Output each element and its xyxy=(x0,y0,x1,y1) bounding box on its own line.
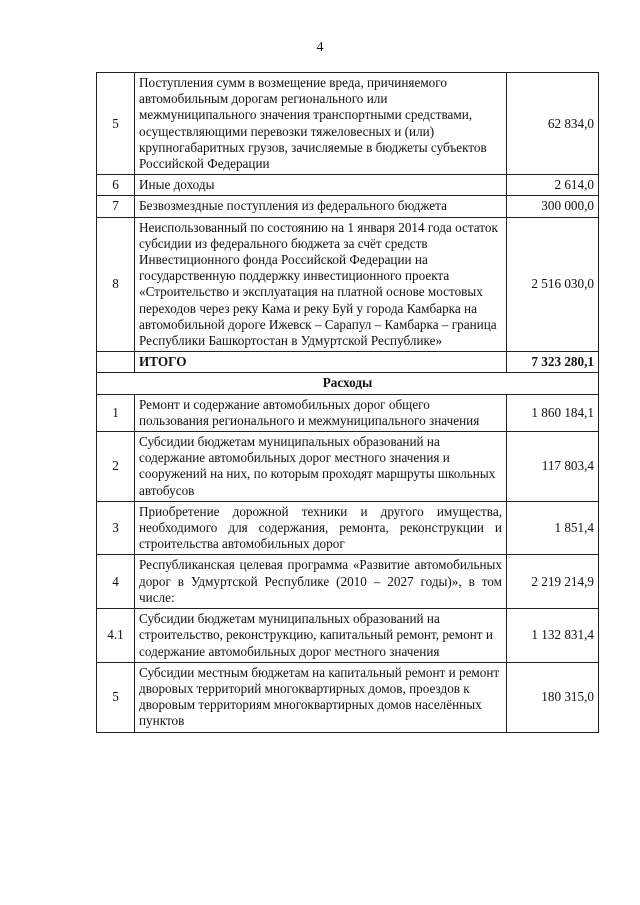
row-amount: 2 614,0 xyxy=(507,175,599,196)
row-amount: 62 834,0 xyxy=(507,73,599,175)
row-description: Республиканская целевая программа «Развитие автомобильных дорог в Удмуртской Республике (2010 – 2027 годы)», в том числе: xyxy=(135,555,507,609)
table-row xyxy=(97,609,599,663)
row-amount: 1 851,4 xyxy=(507,501,599,555)
table-row xyxy=(97,662,599,732)
row-number: 3 xyxy=(97,501,135,555)
row-description: Безвозмездные поступления из федерального бюджета xyxy=(135,196,507,217)
row-amount: 1 132 831,4 xyxy=(507,609,599,663)
row-amount: 117 803,4 xyxy=(507,432,599,502)
row-description: Неиспользованный по состоянию на 1 января 2014 года остаток субсидии из федерального бюджета за счёт средств Инвестиционного фонда Российской Федерации на государственную поддержку инвестиционного проекта «Строительство и эксплуатация на платной основе мостовых переходов через реку Кама и реку Буй у города Камбарка на автомобильной дороге Ижевск – Сарапул – Камбарка – граница Республики Башкортостан в Удмуртской Республике» xyxy=(135,217,507,352)
row-description: Субсидии бюджетам муниципальных образований на содержание автомобильных дорог местного значения и сооружений на них, по которым проходят маршруты школьных автобусов xyxy=(135,432,507,502)
row-description: Приобретение дорожной техники и другого имущества, необходимого для содержания, ремонта, реконструкции и строительства автомобильных дорог xyxy=(135,501,507,555)
row-amount: 300 000,0 xyxy=(507,196,599,217)
row-number: 5 xyxy=(97,662,135,732)
total-row xyxy=(97,352,599,373)
row-number: 7 xyxy=(97,196,135,217)
row-number: 5 xyxy=(97,73,135,175)
row-number: 1 xyxy=(97,394,135,431)
row-amount: 1 860 184,1 xyxy=(507,394,599,431)
budget-table xyxy=(96,72,599,733)
expenses-header: Расходы xyxy=(97,373,599,394)
row-description: Субсидии бюджетам муниципальных образований на строительство, реконструкцию, капитальный ремонт, ремонт и содержание автомобильных дорог местного значения xyxy=(135,609,507,663)
total-amount: 7 323 280,1 xyxy=(507,352,599,373)
total-label: ИТОГО xyxy=(135,352,507,373)
page-number: 4 xyxy=(316,40,324,55)
row-number: 4.1 xyxy=(97,609,135,663)
table-row xyxy=(97,432,599,502)
total-number xyxy=(97,352,135,373)
table-row xyxy=(97,196,599,217)
row-number: 8 xyxy=(97,217,135,352)
row-number: 2 xyxy=(97,432,135,502)
row-number: 6 xyxy=(97,175,135,196)
row-description: Иные доходы xyxy=(135,175,507,196)
row-description: Поступления сумм в возмещение вреда, причиняемого автомобильным дорогам регионального или межмуниципального значения транспортными средствами, осуществляющими перевозки тяжеловесных и (или) крупногабаритных грузов, зачисляемые в бюджеты субъектов Российской Федерации xyxy=(135,73,507,175)
table-row xyxy=(97,175,599,196)
table-row xyxy=(97,394,599,431)
table-row xyxy=(97,555,599,609)
row-number: 4 xyxy=(97,555,135,609)
table-row xyxy=(97,501,599,555)
row-amount: 2 219 214,9 xyxy=(507,555,599,609)
table-row xyxy=(97,217,599,352)
section-header-row xyxy=(97,373,599,394)
row-description: Ремонт и содержание автомобильных дорог общего пользования регионального и межмуниципального значения xyxy=(135,394,507,431)
row-amount: 180 315,0 xyxy=(507,662,599,732)
row-amount: 2 516 030,0 xyxy=(507,217,599,352)
row-description: Субсидии местным бюджетам на капитальный ремонт и ремонт дворовых территорий многоквартирных домов, проездов к дворовым территориям многоквартирных домов населённых пунктов xyxy=(135,662,507,732)
table-row xyxy=(97,73,599,175)
